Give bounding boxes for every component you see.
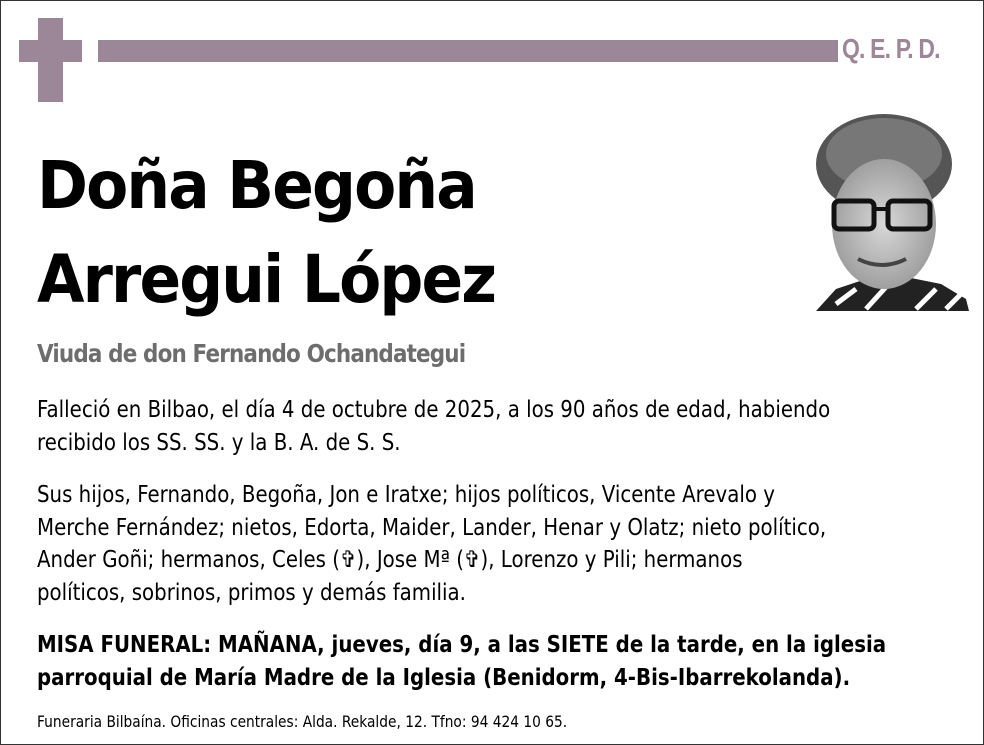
family-paragraph xyxy=(37,479,974,609)
death-notice-paragraph xyxy=(37,394,974,459)
qepd-label: Q. E. P. D. xyxy=(842,33,940,64)
text-line: recibido los SS. SS. y la B. A. de S. S. xyxy=(37,429,401,456)
deceased-name xyxy=(37,139,495,327)
name-line-1: Doña Begoña xyxy=(37,147,476,224)
cross-icon-bar xyxy=(19,40,82,62)
subtitle: Viuda de don Fernando Ochandategui xyxy=(37,339,466,368)
text-line: Merche Fernández; nietos, Edorta, Maider, Lander, Henar y Olatz; nieto político, xyxy=(37,514,827,541)
funeral-home-footer: Funeraria Bilbaína. Oficinas centrales: Alda. Rekalde, 12. Tfno: 94 424 10 65. xyxy=(37,712,568,731)
text-line: Sus hijos, Fernando, Begoña, Jon e Iratxe; hijos políticos, Vicente Arevalo y xyxy=(37,482,775,508)
name-line-2: Arregui López xyxy=(37,241,496,318)
text-line: MISA FUNERAL: MAÑANA, jueves, día 9, a las SIETE de la tarde, en la iglesia xyxy=(37,632,887,658)
funeral-mass-paragraph xyxy=(37,629,974,694)
header-rule xyxy=(98,40,838,62)
portrait-photo xyxy=(806,109,969,311)
text-line: Ander Goñi; hermanos, Celes (✞), Jose Mª (✞), Lorenzo y Pili; hermanos xyxy=(37,547,743,573)
portrait-icon xyxy=(806,109,969,311)
text-line: políticos, sobrinos, primos y demás familia. xyxy=(37,579,466,606)
text-line: parroquial de María Madre de la Iglesia (Benidorm, 4-Bis-Ibarrekolanda). xyxy=(37,664,851,691)
text-line: Falleció en Bilbao, el día 4 de octubre de 2025, a los 90 años de edad, habiendo xyxy=(37,397,831,423)
